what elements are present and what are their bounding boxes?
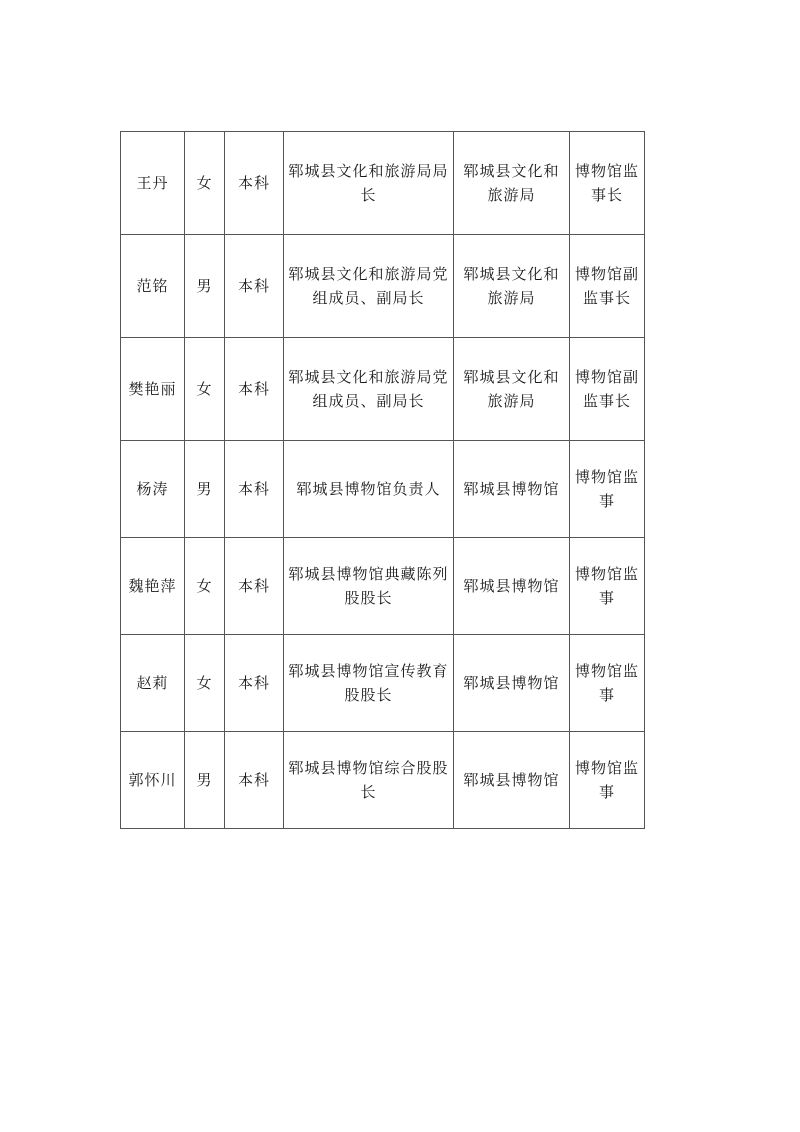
gender-cell: 女 xyxy=(185,538,225,635)
name-cell: 王丹 xyxy=(121,132,185,235)
gender-cell: 男 xyxy=(185,441,225,538)
education-cell: 本科 xyxy=(225,235,284,338)
name-cell: 杨涛 xyxy=(121,441,185,538)
organization-cell: 郓城县文化和旅游局 xyxy=(454,235,570,338)
role-cell: 博物馆监事长 xyxy=(570,132,645,235)
education-cell: 本科 xyxy=(225,338,284,441)
name-cell: 郭怀川 xyxy=(121,732,185,829)
gender-cell: 男 xyxy=(185,235,225,338)
name-cell: 魏艳萍 xyxy=(121,538,185,635)
education-cell: 本科 xyxy=(225,132,284,235)
education-cell: 本科 xyxy=(225,635,284,732)
name-cell: 赵莉 xyxy=(121,635,185,732)
role-cell: 博物馆监事 xyxy=(570,635,645,732)
position-cell: 郓城县博物馆典藏陈列股股长 xyxy=(284,538,454,635)
table-row xyxy=(121,441,645,538)
role-cell: 博物馆副监事长 xyxy=(570,235,645,338)
role-cell: 博物馆监事 xyxy=(570,538,645,635)
role-cell: 博物馆监事 xyxy=(570,732,645,829)
position-cell: 郓城县博物馆综合股股长 xyxy=(284,732,454,829)
table-row xyxy=(121,338,645,441)
position-cell: 郓城县文化和旅游局党组成员、副局长 xyxy=(284,338,454,441)
organization-cell: 郓城县博物馆 xyxy=(454,635,570,732)
education-cell: 本科 xyxy=(225,441,284,538)
gender-cell: 女 xyxy=(185,338,225,441)
position-cell: 郓城县文化和旅游局局长 xyxy=(284,132,454,235)
role-cell: 博物馆副监事长 xyxy=(570,338,645,441)
organization-cell: 郓城县博物馆 xyxy=(454,732,570,829)
organization-cell: 郓城县博物馆 xyxy=(454,538,570,635)
name-cell: 范铭 xyxy=(121,235,185,338)
gender-cell: 女 xyxy=(185,132,225,235)
organization-cell: 郓城县文化和旅游局 xyxy=(454,132,570,235)
education-cell: 本科 xyxy=(225,732,284,829)
role-cell: 博物馆监事 xyxy=(570,441,645,538)
table-row xyxy=(121,635,645,732)
supervisors-table xyxy=(120,131,645,829)
table-row xyxy=(121,732,645,829)
position-cell: 郓城县博物馆负责人 xyxy=(284,441,454,538)
position-cell: 郓城县博物馆宣传教育股股长 xyxy=(284,635,454,732)
name-cell: 樊艳丽 xyxy=(121,338,185,441)
table-row xyxy=(121,132,645,235)
gender-cell: 女 xyxy=(185,635,225,732)
education-cell: 本科 xyxy=(225,538,284,635)
organization-cell: 郓城县文化和旅游局 xyxy=(454,338,570,441)
position-cell: 郓城县文化和旅游局党组成员、副局长 xyxy=(284,235,454,338)
table-row xyxy=(121,538,645,635)
gender-cell: 男 xyxy=(185,732,225,829)
organization-cell: 郓城县博物馆 xyxy=(454,441,570,538)
table-row xyxy=(121,235,645,338)
